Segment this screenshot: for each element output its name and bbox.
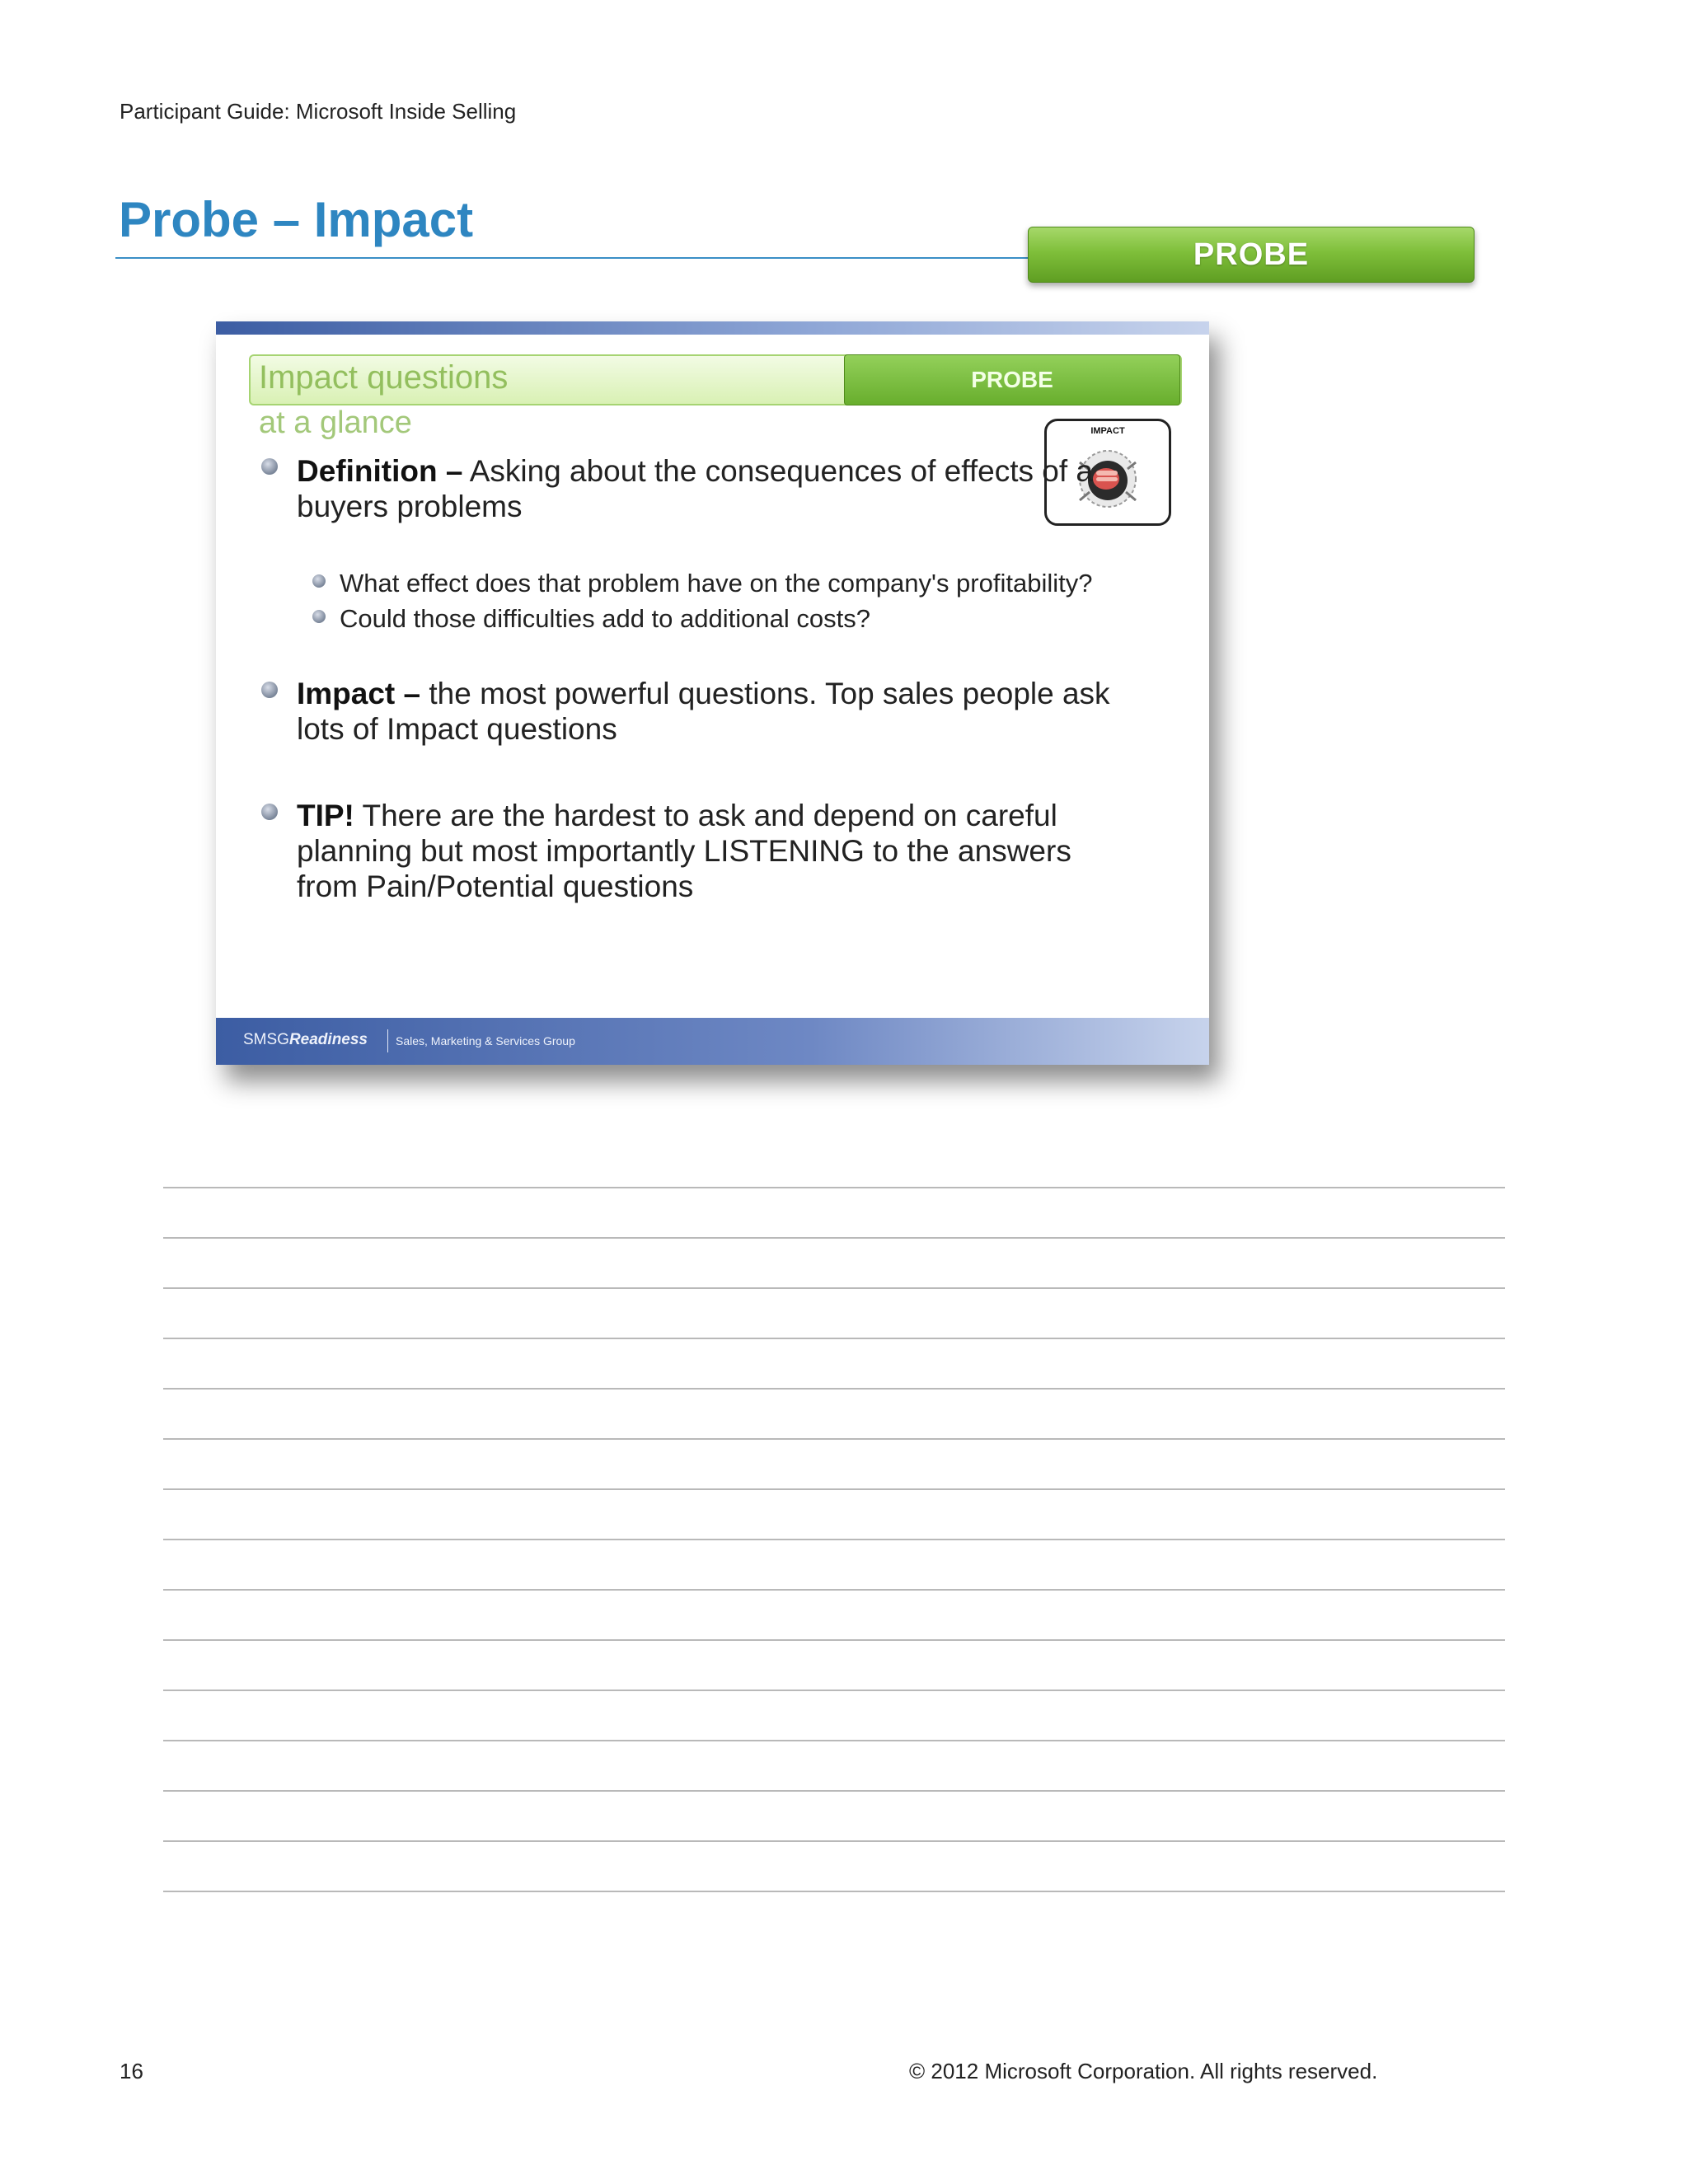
example-question-1: What effect does that problem have on the company's profitability? (340, 569, 1093, 598)
tip-bullet (297, 798, 1137, 904)
slide-image (216, 321, 1209, 1065)
bullet-dot (261, 682, 278, 698)
note-line (163, 1790, 1505, 1792)
note-line (163, 1187, 1505, 1188)
footer-group-name: Sales, Marketing & Services Group (396, 1034, 575, 1047)
footer-brand-prefix: SMSG (243, 1031, 289, 1048)
definition-term: Definition – (297, 454, 463, 488)
note-line (163, 1237, 1505, 1239)
note-line (163, 1891, 1505, 1892)
bullet-dot (261, 458, 278, 475)
slide-footer (216, 1018, 1209, 1065)
tip-term: TIP! (297, 799, 354, 832)
slide-probe-badge: PROBE (844, 354, 1180, 405)
impact-bullet (297, 676, 1137, 747)
note-line (163, 1488, 1505, 1490)
note-line (163, 1740, 1505, 1741)
impact-icon-label: IMPACT (1090, 426, 1125, 436)
slide-title: Impact questions (259, 359, 509, 396)
sub-bullet-dot (312, 574, 326, 588)
impact-term: Impact – (297, 677, 421, 710)
copyright-notice: © 2012 Microsoft Corporation. All rights reserved. (909, 2059, 1378, 2083)
footer-brand-emphasis: Readiness (288, 1031, 368, 1048)
sub-bullet-dot (312, 610, 326, 623)
note-line (163, 1690, 1505, 1691)
note-line (163, 1589, 1505, 1591)
note-line (163, 1840, 1505, 1842)
tip-text: There are the hardest to ask and depend on careful planning but most importantly LISTENING to the answers from Pain/Potential questions (297, 799, 1071, 903)
example-question-2: Could those difficulties add to additional costs? (340, 604, 870, 633)
impact-text: the most powerful questions. Top sales people ask lots of Impact questions (297, 677, 1110, 746)
footer-divider (387, 1029, 388, 1052)
slide-top-bar (216, 321, 1209, 335)
definition-bullet (297, 453, 1137, 524)
note-line (163, 1639, 1505, 1641)
note-line (163, 1539, 1505, 1540)
title-underline (115, 257, 1039, 259)
page-title: Probe – Impact (119, 192, 474, 247)
note-line (163, 1287, 1505, 1289)
probe-badge: PROBE (1028, 227, 1475, 283)
page-number: 16 (120, 2059, 143, 2083)
bullet-dot (261, 804, 278, 820)
note-line (163, 1338, 1505, 1339)
note-line (163, 1388, 1505, 1390)
footer-brand (243, 1031, 368, 1049)
definition-text: Asking about the consequences of effects of a buyers problems (297, 454, 1093, 523)
running-header: Participant Guide: Microsoft Inside Selling (120, 99, 517, 124)
note-line (163, 1438, 1505, 1440)
slide-subtitle: at a glance (259, 405, 412, 440)
